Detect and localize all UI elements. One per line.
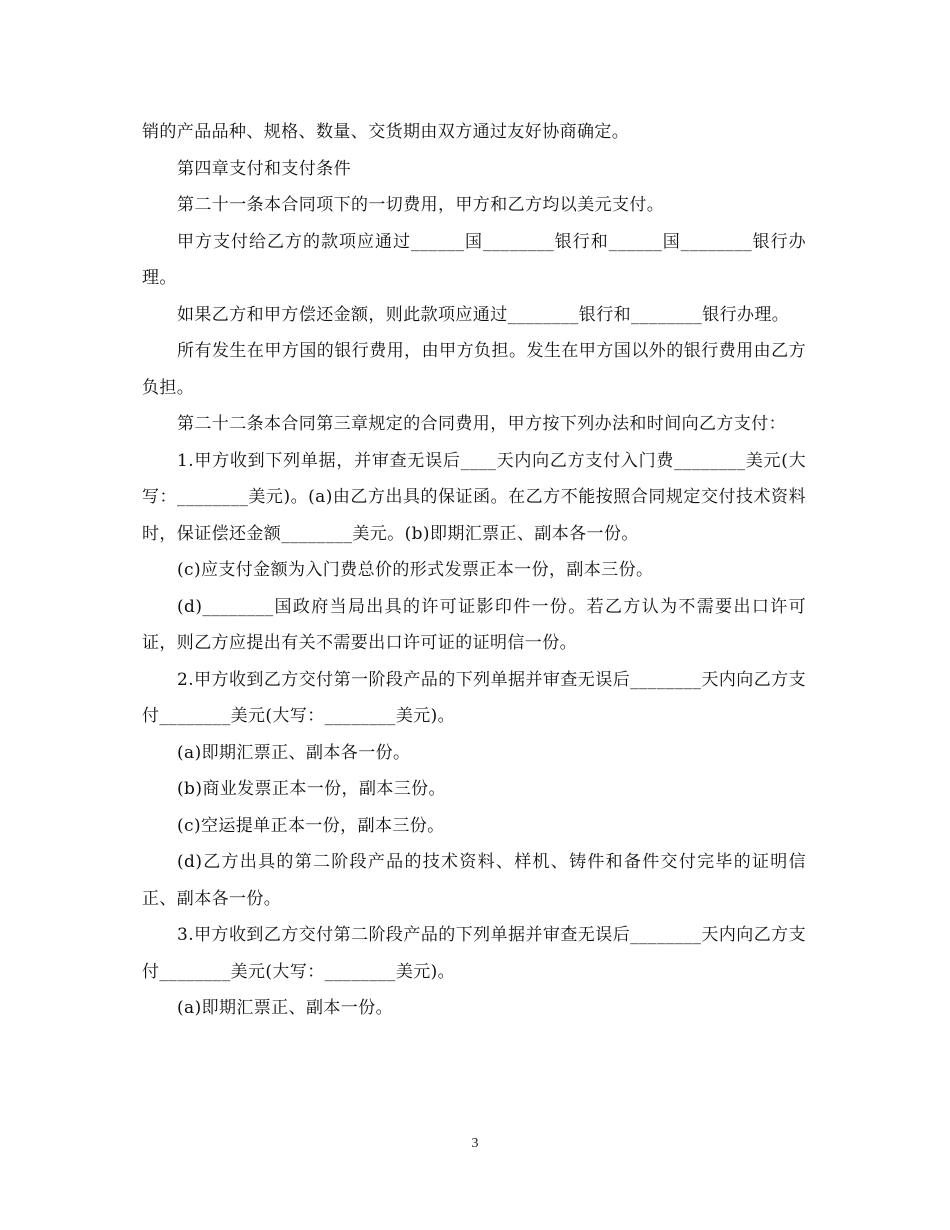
chapter-heading: 第四章支付和支付条件	[177, 158, 351, 179]
list-item: 1.甲方收到下列单据，并审查无误后____天内向乙方支付入门费________美元(大写：________美元)。(a)由乙方出具的保证函。在乙方不能按照合同规定交付技术资料时，保证偿还金额________美元。(b)即期汇票正、副本各一份。	[142, 450, 806, 544]
list-item: 2.甲方收到乙方交付第一阶段产品的下列单据并审查无误后________天内向乙方支付________美元(大写：________美元)。	[142, 669, 806, 726]
list-item: (c)空运提单正本一份，副本三份。	[177, 815, 445, 836]
list-item: (c)应支付金额为入门费总价的形式发票正本一份，副本三份。	[177, 560, 654, 580]
list-item: (d)乙方出具的第二阶段产品的技术资料、样机、铸件和备件交付完毕的证明信正、副本各一份。	[142, 852, 806, 909]
list-item: (a)即期汇票正、副本各一份。	[177, 742, 411, 763]
list-item: (a)即期汇票正、副本一份。	[177, 998, 393, 1018]
paragraph: 销的产品品种、规格、数量、交货期由双方通过友好协商确定。	[142, 122, 630, 142]
list-item: (d)________国政府当局出具的许可证影印件一份。若乙方认为不需要出口许可证，则乙方应提出有关不需要出口许可证的证明信一份。	[142, 596, 806, 653]
article-22: 第二十二条本合同第三章规定的合同费用，甲方按下列办法和时间向乙方支付：	[177, 414, 786, 434]
list-item: (b)商业发票正本一份，副本三份。	[177, 779, 446, 799]
list-item: 3.甲方收到乙方交付第二阶段产品的下列单据并审查无误后________天内向乙方支付________美元(大写：________美元)。	[142, 925, 806, 982]
article-21: 第二十一条本合同项下的一切费用，甲方和乙方均以美元支付。	[177, 195, 665, 215]
paragraph: 如果乙方和甲方偿还金额，则此款项应通过________银行和________银行办理。	[177, 304, 790, 325]
paragraph: 甲方支付给乙方的款项应通过______国________银行和______国________银行办理。	[142, 231, 806, 288]
page-number: 3	[471, 1136, 479, 1151]
document-body	[142, 114, 806, 1027]
paragraph: 所有发生在甲方国的银行费用，由甲方负担。发生在甲方国以外的银行费用由乙方负担。	[142, 341, 806, 398]
